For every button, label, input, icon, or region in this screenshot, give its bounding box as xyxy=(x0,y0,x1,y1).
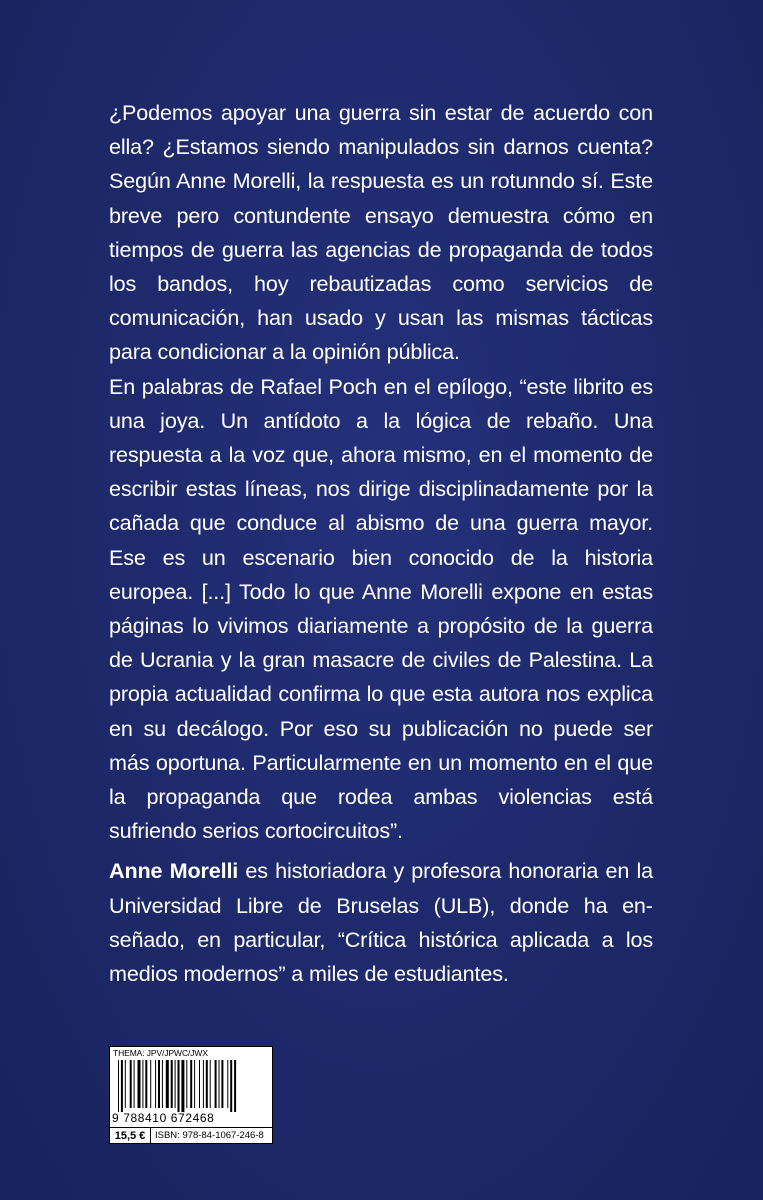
barcode-bar xyxy=(199,1060,200,1108)
blurb-paragraph-2: En palabras de Rafael Poch en el epílogo, “este librito es una joya. Un antídoto a la lógica de rebaño. Una respuesta a la voz que, ahora mismo, en el momento de escribir estas líneas, nos dirige disciplinadamente por la cañada que conduce al abismo de una guerra mayor. Ese es un escenario bien conocido de la historia europea. [...] Todo lo que Anne Morelli expone en estas páginas lo vivimos diariamente a propósito de la guerra de Ucrania y la gran masacre de civiles de Palestina. La propia actualidad confirma lo que esta autora nos explica en su decálogo. Por eso su publicación no puede ser más oportuna. Particularmente en un momento en el que la propaganda que rodea ambas violencias está sufriendo serios cortocircuitos”. xyxy=(109,373,653,844)
author-name: Anne Morelli xyxy=(109,858,239,884)
barcode-bar xyxy=(206,1060,208,1108)
barcode-icon xyxy=(118,1060,266,1112)
barcode-bar xyxy=(178,1060,180,1112)
barcode-bar xyxy=(175,1060,176,1108)
thema-code: THEMA: JPV/JPWC/JWX xyxy=(113,1048,208,1058)
barcode-bar xyxy=(186,1060,187,1108)
barcode-bar xyxy=(150,1060,151,1108)
barcode-bar xyxy=(171,1060,173,1108)
barcode-bar xyxy=(219,1060,220,1108)
barcode-bar xyxy=(121,1060,123,1112)
barcode-bar xyxy=(210,1060,211,1108)
barcode-bar xyxy=(158,1060,160,1108)
isbn-number: ISBN: 978-84-1067-246-8 xyxy=(155,1130,264,1141)
barcode-bar xyxy=(227,1060,228,1108)
price-row xyxy=(110,1127,272,1144)
barcode-bar xyxy=(118,1060,119,1112)
barcode-bar xyxy=(142,1060,143,1108)
barcode-bar xyxy=(194,1060,195,1108)
blurb-text xyxy=(109,96,653,991)
barcode-label xyxy=(109,1046,273,1144)
barcode-bar xyxy=(162,1060,163,1108)
blurb-paragraph-1: ¿Podemos apoyar una guerra sin estar de acuerdo con ella? ¿Estamos siendo manipulados sin darnos cuenta? Según Anne Morelli, la respuesta es un rotunndo sí. Este breve pero contundente ensayo demuestra cómo en tiempos de guerra las agencias de propaganda de todos los bandos, hoy rebautizadas como servicios de comunicación, han usado y usan las mismas tácticas para condicionar a la opinión pública. xyxy=(109,100,653,365)
author-bio xyxy=(109,854,653,991)
barcode-bar xyxy=(203,1060,204,1108)
barcode-bar xyxy=(130,1060,132,1108)
barcode-bar xyxy=(138,1060,141,1108)
price: 15,5 € xyxy=(110,1128,151,1144)
barcode-bar xyxy=(166,1060,169,1108)
barcode-bar xyxy=(234,1060,236,1112)
barcode-bar xyxy=(190,1060,192,1108)
barcode-bar xyxy=(134,1060,135,1108)
barcode-bar xyxy=(181,1060,184,1112)
barcode-bar xyxy=(155,1060,156,1108)
barcode-bar xyxy=(215,1060,217,1108)
barcode-bar xyxy=(221,1060,223,1108)
barcode-bar xyxy=(145,1060,147,1108)
barcode-bar xyxy=(230,1060,232,1112)
barcode-digits: 9 788410 672468 xyxy=(112,1111,215,1125)
author-bio-text: es historiadora y profesora honoraria en la Universidad Libre de Bruselas (ULB), donde ha enseñado, en particular, “Crítica histórica aplicada a los medios modernos” a miles de estudiantes. xyxy=(109,858,653,987)
barcode-bar xyxy=(125,1060,126,1108)
